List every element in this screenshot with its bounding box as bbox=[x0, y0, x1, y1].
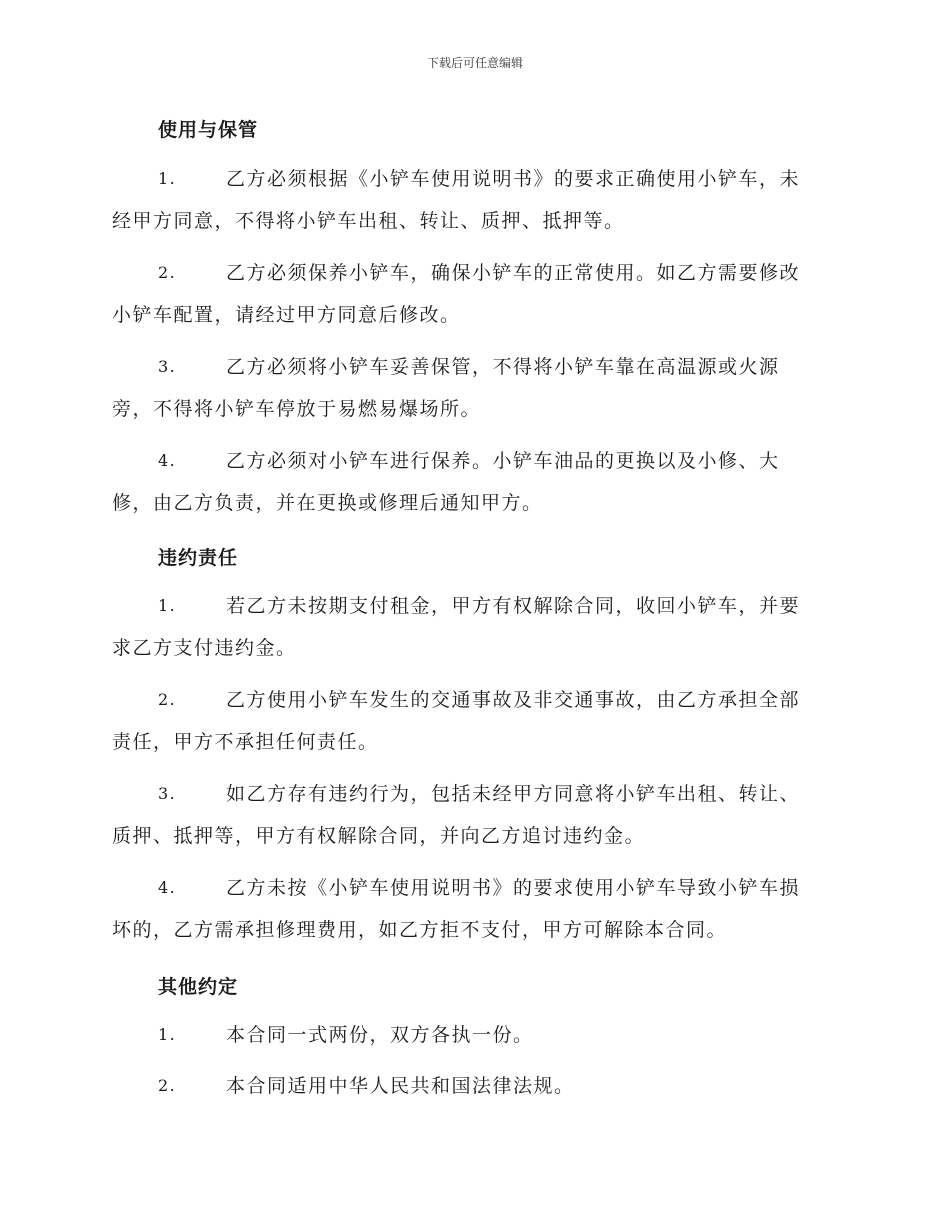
clause-text-line1: 若乙方未按期支付租金，甲方有权解除合同，收回小铲车，并要 bbox=[226, 595, 801, 617]
clause-text-line2: 坏的，乙方需承担修理费用，如乙方拒不支付，甲方可解除本合同。 bbox=[112, 919, 728, 941]
clause-text-line1: 乙方使用小铲车发生的交通事故及非交通事故，由乙方承担全部 bbox=[226, 689, 801, 711]
clause-text-line1: 乙方未按《小铲车使用说明书》的要求使用小铲车导致小铲车损 bbox=[226, 877, 801, 899]
clause-usage-1 bbox=[112, 158, 834, 242]
clause-text-line2: 求乙方支付违约金。 bbox=[112, 637, 297, 659]
clause-usage-4 bbox=[112, 440, 834, 524]
section-title-other: 其他约定 bbox=[158, 976, 239, 998]
clause-number: 1. bbox=[158, 596, 177, 615]
clause-text-line2: 旁，不得将小铲车停放于易燃易爆场所。 bbox=[112, 398, 482, 420]
clause-usage-2 bbox=[112, 252, 834, 336]
page-header: 下载后可任意编辑 bbox=[426, 56, 523, 70]
clause-text-line2: 经甲方同意，不得将小铲车出租、转让、质押、抵押等。 bbox=[112, 210, 625, 232]
clause-text-line1: 本合同一式两份，双方各执一份。 bbox=[226, 1024, 534, 1046]
clause-number: 4. bbox=[158, 878, 177, 897]
clause-text-line1: 乙方必须将小铲车妥善保管，不得将小铲车靠在高温源或火源 bbox=[226, 356, 780, 378]
clause-number: 2. bbox=[158, 690, 177, 709]
clause-number: 3. bbox=[158, 357, 177, 376]
section-title-breach: 违约责任 bbox=[158, 547, 239, 569]
clause-breach-2 bbox=[112, 679, 834, 763]
clause-number: 2. bbox=[158, 263, 177, 282]
clause-text-line1: 如乙方存有违约行为，包括未经甲方同意将小铲车出租、转让、 bbox=[226, 783, 801, 805]
clause-number: 3. bbox=[158, 784, 177, 803]
clause-text-line1: 乙方必须对小铲车进行保养。小铲车油品的更换以及小修、大 bbox=[226, 450, 780, 472]
section-title-usage: 使用与保管 bbox=[158, 119, 259, 141]
clause-breach-1 bbox=[112, 585, 834, 669]
clause-text-line2: 小铲车配置，请经过甲方同意后修改。 bbox=[112, 304, 461, 326]
clause-text-line2: 质押、抵押等，甲方有权解除合同，并向乙方追讨违约金。 bbox=[112, 825, 646, 847]
clause-text-line2: 责任，甲方不承担任何责任。 bbox=[112, 731, 379, 753]
clause-usage-3 bbox=[112, 346, 834, 430]
clause-number: 2. bbox=[158, 1076, 177, 1095]
clause-number: 1. bbox=[158, 169, 177, 188]
clause-breach-4 bbox=[112, 867, 834, 951]
clause-text-line2: 修，由乙方负责，并在更换或修理后通知甲方。 bbox=[112, 492, 543, 514]
clause-number: 4. bbox=[158, 451, 177, 470]
clause-text-line1: 乙方必须保养小铲车，确保小铲车的正常使用。如乙方需要修改 bbox=[226, 262, 801, 284]
clause-text-line1: 本合同适用中华人民共和国法律法规。 bbox=[226, 1075, 575, 1097]
clause-number: 1. bbox=[158, 1025, 177, 1044]
clause-breach-3 bbox=[112, 773, 834, 857]
clause-text-line1: 乙方必须根据《小铲车使用说明书》的要求正确使用小铲车，未 bbox=[226, 168, 801, 190]
clause-other-2 bbox=[112, 1065, 834, 1107]
clause-other-1 bbox=[112, 1014, 834, 1056]
